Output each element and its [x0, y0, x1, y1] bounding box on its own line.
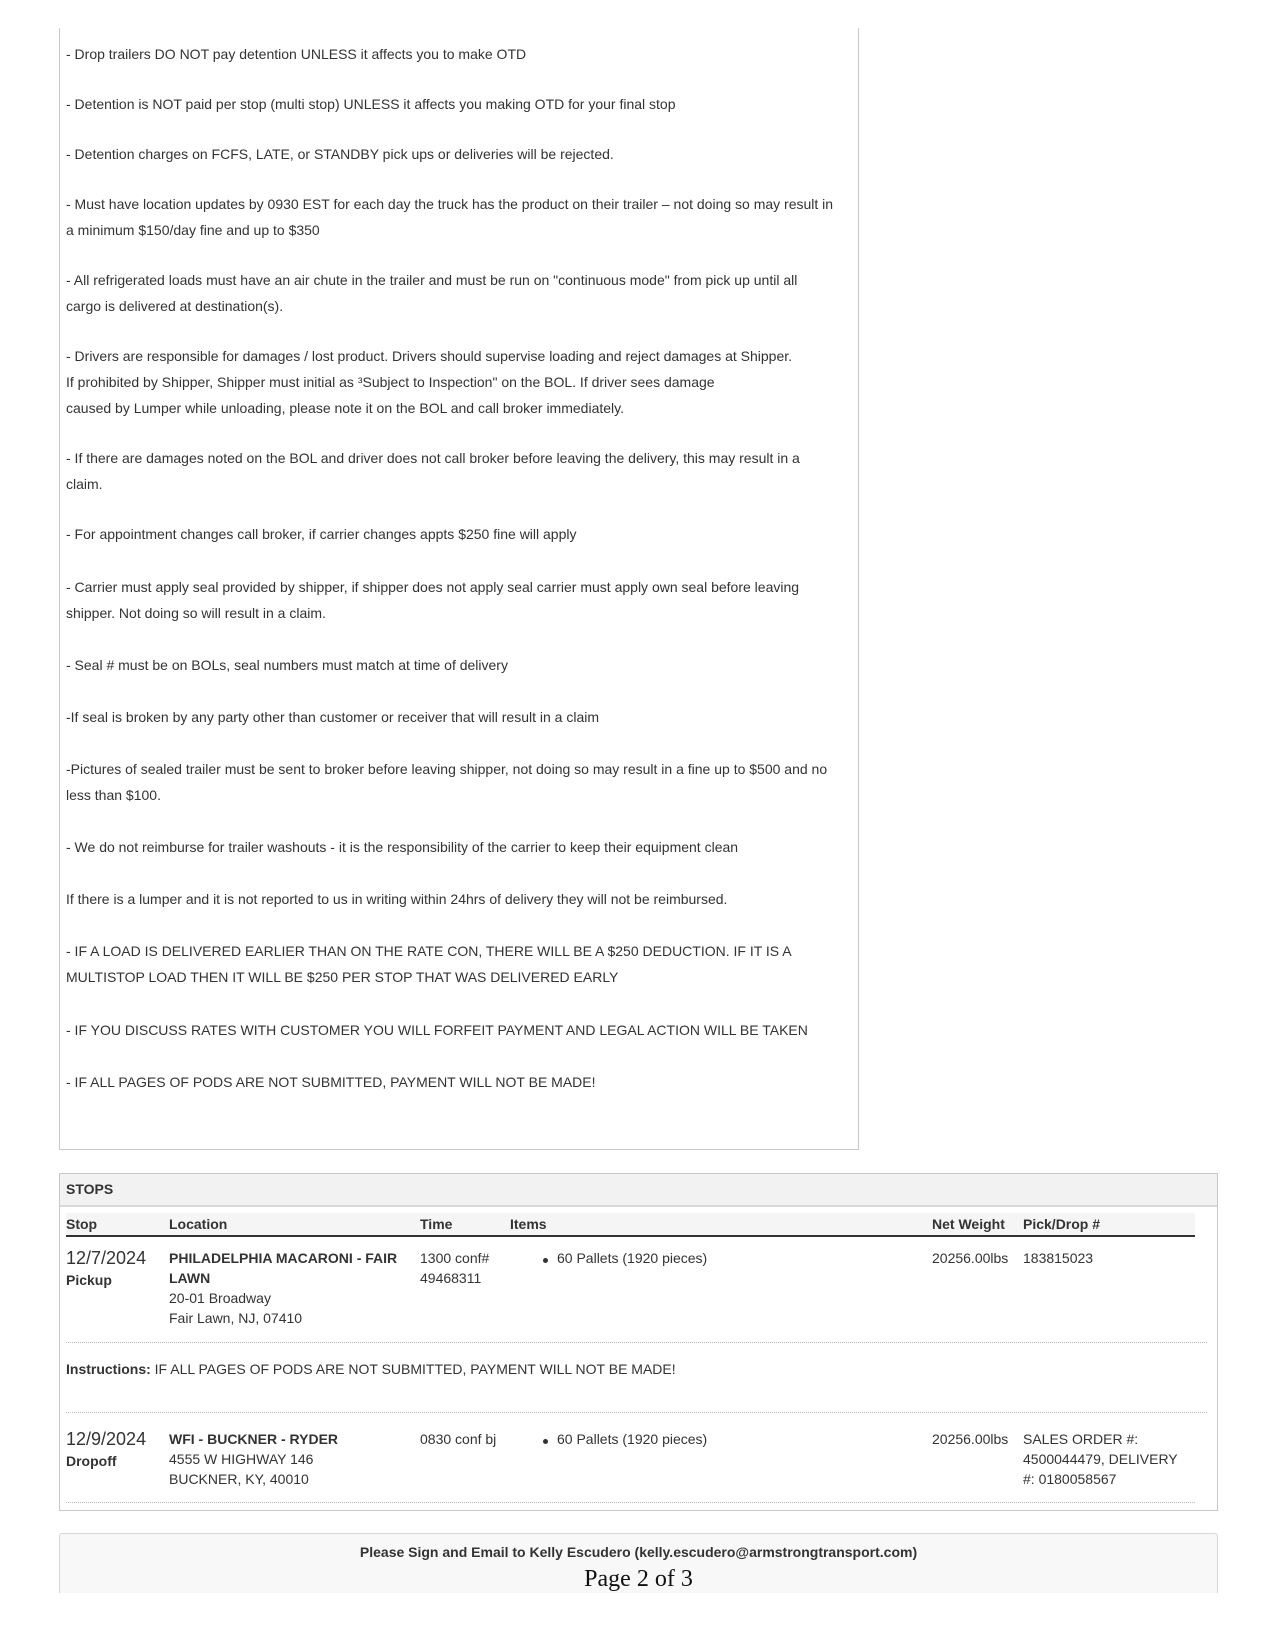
col-items: Items	[510, 1216, 547, 1232]
pickup-item: 60 Pallets (1920 pieces)	[557, 1250, 708, 1266]
terms-line: cargo is delivered at destination(s).	[66, 298, 284, 314]
pickup-location-name-cont: LAWN	[169, 1270, 211, 1286]
dropoff-pick-drop-number-cont: 4500044479, DELIVERY	[1023, 1451, 1178, 1467]
terms-box	[59, 28, 859, 1150]
col-net-weight: Net Weight	[932, 1216, 1005, 1232]
terms-line: - IF ALL PAGES OF PODS ARE NOT SUBMITTED, PAYMENT WILL NOT BE MADE!	[66, 1074, 596, 1090]
terms-line: If prohibited by Shipper, Shipper must initial as ³Subject to Inspection" on the BOL. If driver sees damage	[66, 374, 715, 390]
dropoff-time: 0830 conf bj	[420, 1431, 497, 1447]
dropoff-address1: 4555 W HIGHWAY 146	[169, 1451, 314, 1467]
dropoff-date: 12/9/2024	[66, 1429, 147, 1449]
terms-line: a minimum $150/day fine and up to $350	[66, 222, 320, 238]
terms-line: - Drivers are responsible for damages / lost product. Drivers should supervise loading and reject damages at Shipper.	[66, 348, 793, 364]
row-divider	[66, 1412, 1207, 1413]
stops-title: STOPS	[60, 1174, 1217, 1207]
pickup-location-name: PHILADELPHIA MACARONI - FAIR	[169, 1250, 398, 1266]
terms-line: - All refrigerated loads must have an air chute in the trailer and must be run on "continuous mode" from pick up until all	[66, 272, 798, 288]
pickup-address2: Fair Lawn, NJ, 07410	[169, 1310, 303, 1326]
sign-instructions: Please Sign and Email to Kelly Escudero (kelly.escudero@armstrongtransport.com)	[359, 1544, 918, 1560]
terms-line: shipper. Not doing so will result in a claim.	[66, 605, 326, 621]
page-number: Page 2 of 3	[584, 1566, 693, 1592]
col-time: Time	[420, 1216, 453, 1232]
pickup-date: 12/7/2024	[66, 1248, 147, 1268]
col-pick-drop: Pick/Drop #	[1023, 1216, 1101, 1232]
dropoff-location-name: WFI - BUCKNER - RYDER	[169, 1431, 339, 1447]
terms-line: - IF YOU DISCUSS RATES WITH CUSTOMER YOU WILL FORFEIT PAYMENT AND LEGAL ACTION WILL BE TAKEN	[66, 1022, 808, 1038]
terms-line: If there is a lumper and it is not reported to us in writing within 24hrs of delivery they will not be reimbursed.	[66, 891, 728, 907]
terms-line: - Drop trailers DO NOT pay detention UNLESS it affects you to make OTD	[66, 46, 527, 62]
terms-line: - We do not reimburse for trailer washouts - it is the responsibility of the carrier to keep their equipment clean	[66, 839, 739, 855]
terms-line: - For appointment changes call broker, if carrier changes appts $250 fine will apply	[66, 526, 577, 542]
terms-line: less than $100.	[66, 787, 161, 803]
terms-line: caused by Lumper while unloading, please note it on the BOL and call broker immediately.	[66, 400, 624, 416]
terms-line: -If seal is broken by any party other than customer or receiver that will result in a claim	[66, 709, 599, 725]
pickup-conf-number: 49468311	[420, 1270, 482, 1286]
terms-line: - IF A LOAD IS DELIVERED EARLIER THAN ON THE RATE CON, THERE WILL BE A $250 DEDUCTION. IF IT IS A	[66, 943, 792, 959]
dropoff-pick-drop-number: SALES ORDER #:	[1023, 1431, 1139, 1447]
terms-line: - Carrier must apply seal provided by shipper, if shipper does not apply seal carrier must apply own seal before leaving	[66, 579, 800, 595]
terms-line: claim.	[66, 476, 103, 492]
dropoff-type: Dropoff	[66, 1453, 117, 1469]
pickup-type: Pickup	[66, 1272, 112, 1288]
pickup-time: 1300 conf#	[420, 1250, 490, 1266]
terms-line: - If there are damages noted on the BOL and driver does not call broker before leaving the delivery, this may result in a	[66, 450, 800, 466]
col-stop: Stop	[66, 1216, 98, 1232]
terms-line: MULTISTOP LOAD THEN IT WILL BE $250 PER STOP THAT WAS DELIVERED EARLY	[66, 969, 619, 985]
instructions-text: IF ALL PAGES OF PODS ARE NOT SUBMITTED, PAYMENT WILL NOT BE MADE!	[154, 1361, 676, 1377]
terms-line: - Must have location updates by 0930 EST for each day the truck has the product on their trailer – not doing so may result in	[66, 196, 834, 212]
terms-line: - Detention charges on FCFS, LATE, or STANDBY pick ups or deliveries will be rejected.	[66, 146, 614, 162]
dropoff-address2: BUCKNER, KY, 40010	[169, 1471, 309, 1487]
pickup-net-weight: 20256.00lbs	[932, 1250, 1009, 1266]
bullet-icon	[543, 1258, 548, 1263]
instructions	[66, 1359, 676, 1379]
terms-line: - Detention is NOT paid per stop (multi stop) UNLESS it affects you making OTD for your final stop	[66, 96, 676, 112]
stops-table-header	[66, 1213, 1195, 1237]
page-bottom-margin	[0, 1593, 1275, 1650]
terms-line: -Pictures of sealed trailer must be sent to broker before leaving shipper, not doing so may result in a fine up to $500 and no	[66, 761, 828, 777]
dropoff-net-weight: 20256.00lbs	[932, 1431, 1009, 1447]
terms-line: - Seal # must be on BOLs, seal numbers must match at time of delivery	[66, 657, 508, 673]
dropoff-pick-drop-number-cont2: #: 0180058567	[1023, 1471, 1117, 1487]
instructions-label: Instructions:	[66, 1361, 151, 1377]
pickup-address1: 20-01 Broadway	[169, 1290, 271, 1306]
stops-panel	[59, 1173, 1218, 1511]
pickup-pick-drop-number: 183815023	[1023, 1250, 1094, 1266]
row-divider	[66, 1342, 1207, 1343]
bullet-icon	[543, 1439, 548, 1444]
col-location: Location	[169, 1216, 228, 1232]
dropoff-item: 60 Pallets (1920 pieces)	[557, 1431, 708, 1447]
row-divider	[66, 1502, 1195, 1503]
